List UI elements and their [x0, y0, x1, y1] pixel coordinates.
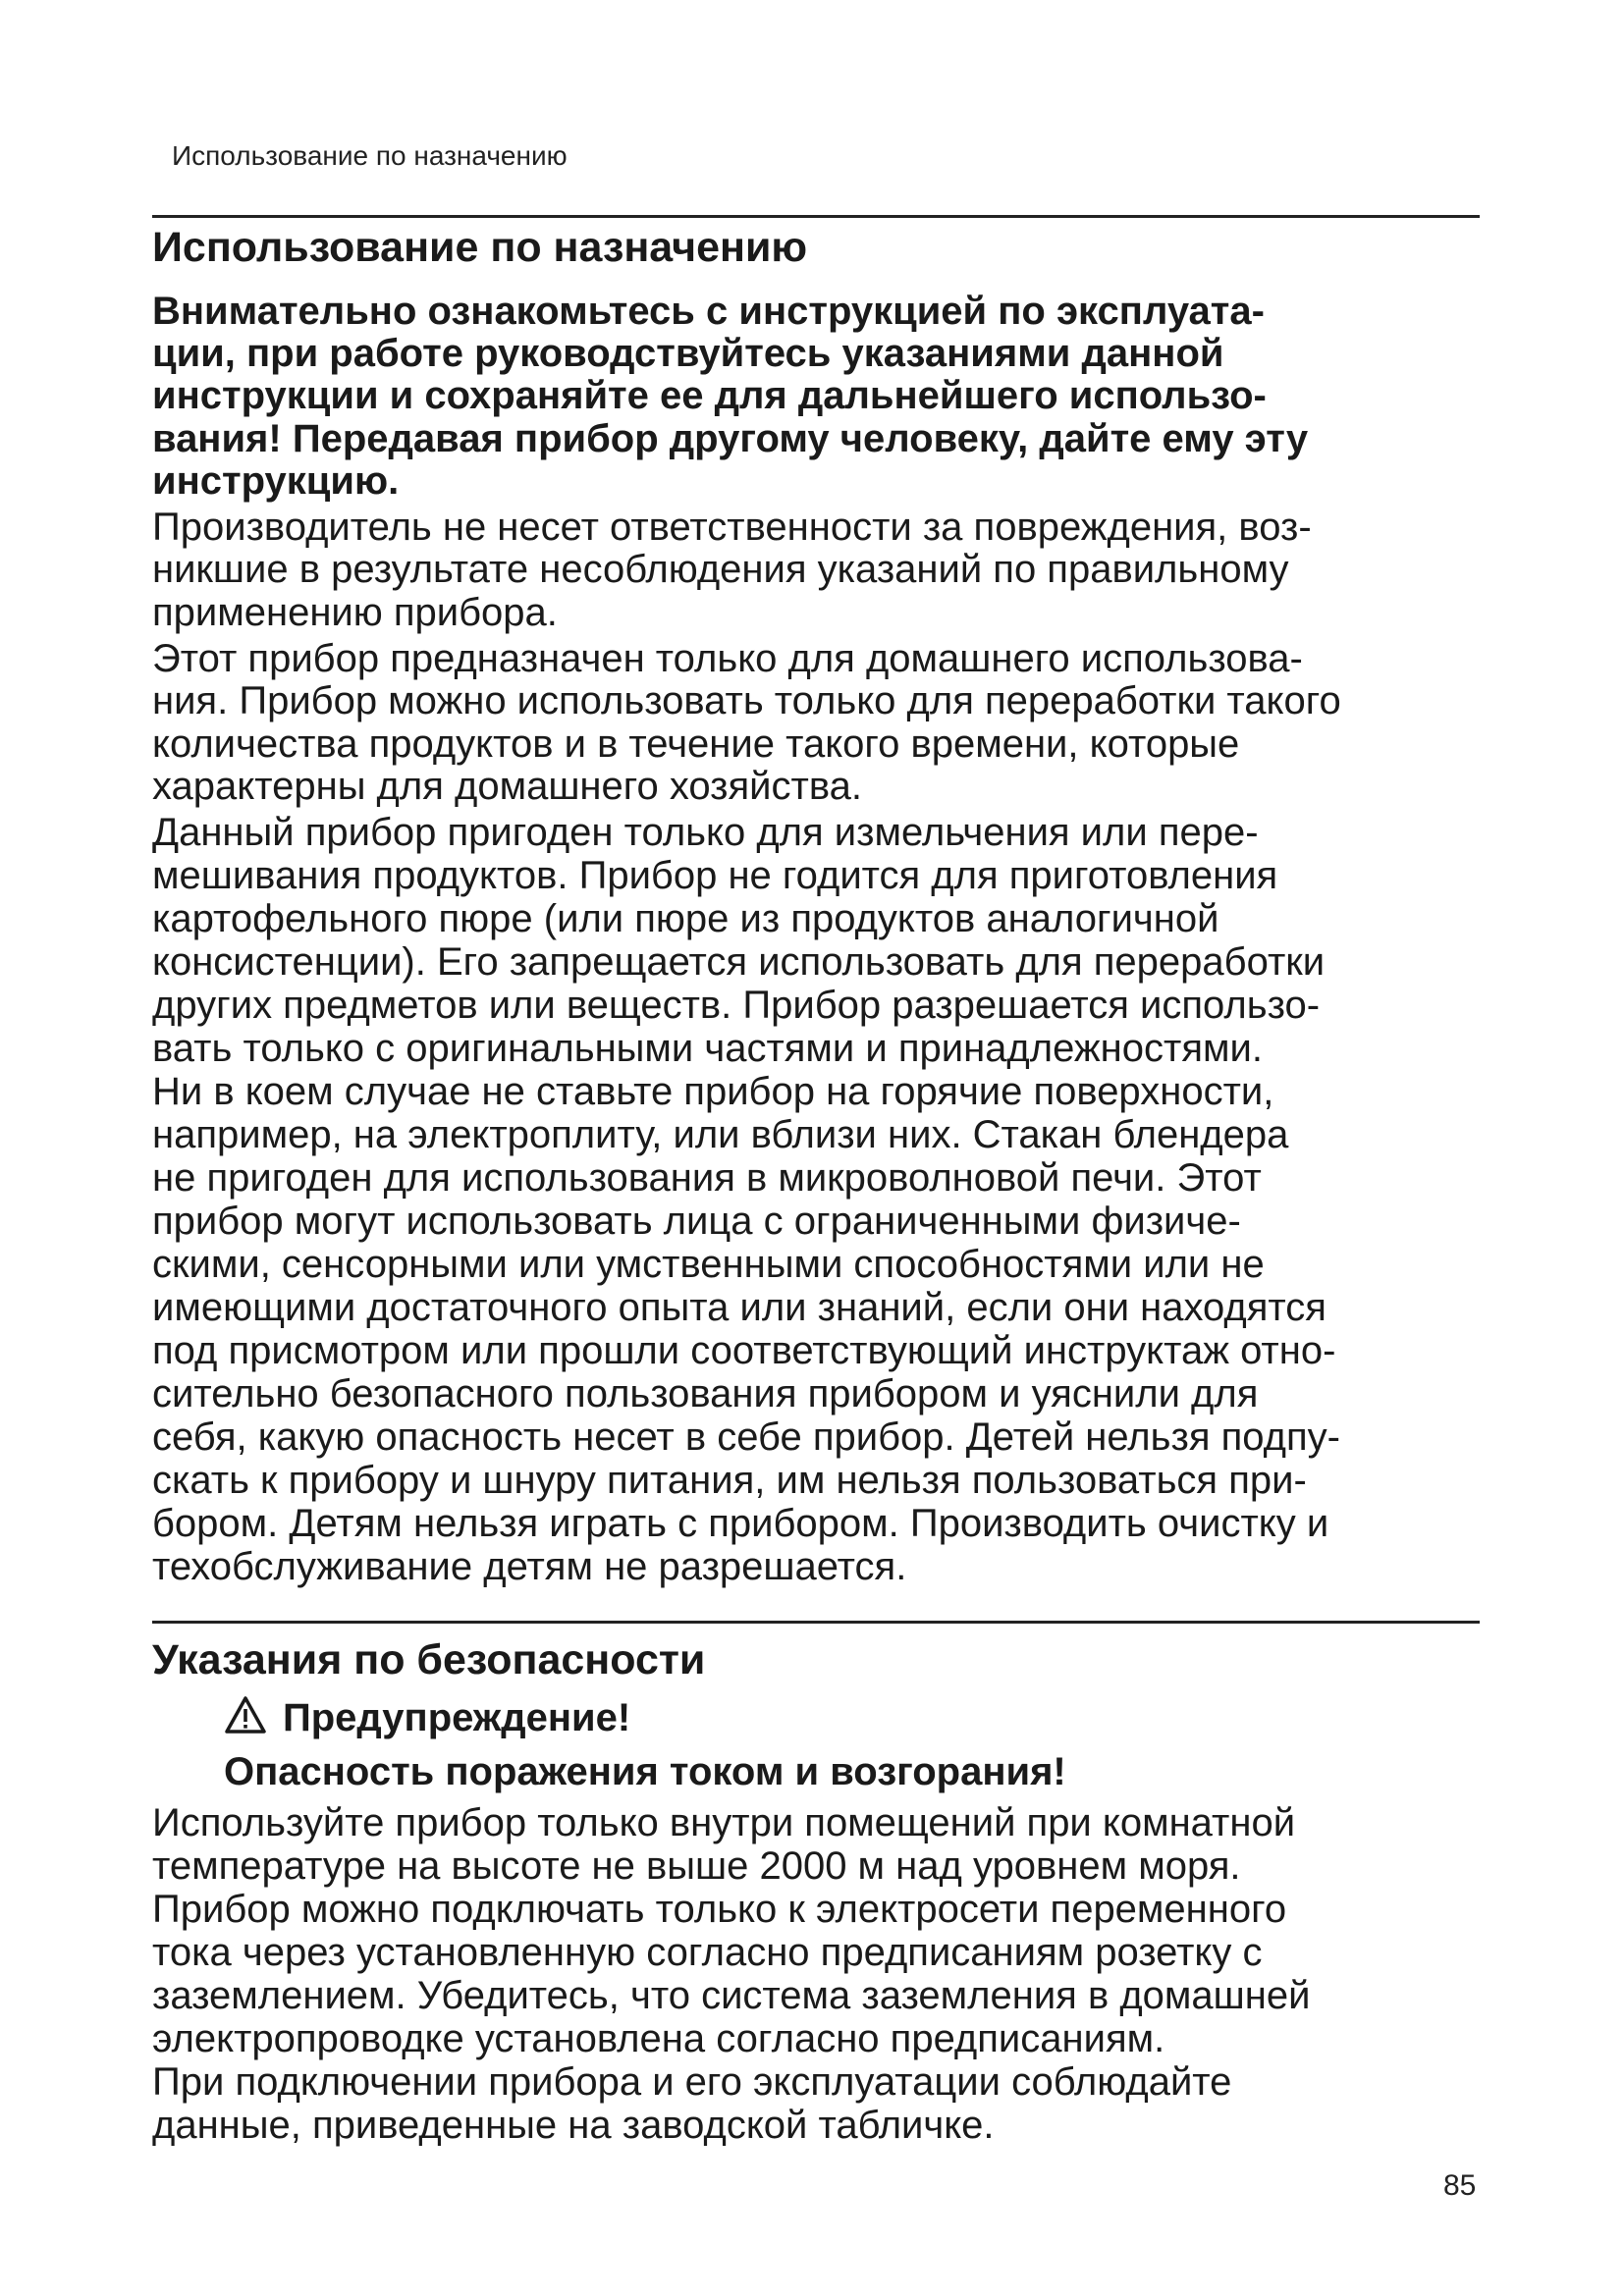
text-line: ции, при работе руководствуйтесь указаниями данной [152, 332, 1224, 375]
text-line: бором. Детям нельзя играть с прибором. Производить очистку и [152, 1502, 1329, 1545]
section-divider [152, 215, 1480, 218]
text-line: скать к прибору и шнуру питания, им нельзя пользоваться при- [152, 1459, 1307, 1502]
text-line: прибор могут использовать лица с ограниченными физиче- [152, 1200, 1241, 1243]
text-line: заземлением. Убедитесь, что система заземления в домашней [152, 1974, 1311, 2017]
text-line: скими, сенсорными или умственными способностями или не [152, 1243, 1265, 1286]
text-line: вания! Передавая прибор другому человеку, дайте ему эту [152, 417, 1309, 460]
text-line: консистенции). Его запрещается использовать для переработки [152, 940, 1326, 984]
text-line: ния. Прибор можно использовать только для переработки такого [152, 679, 1341, 722]
warning-heading [224, 1695, 630, 1740]
text-line: не пригоден для использования в микроволновой печи. Этот [152, 1156, 1262, 1200]
text-line: температуре на высоте не выше 2000 м над уровнем моря. [152, 1844, 1241, 1888]
text-line: мешивания продуктов. Прибор не годится для приготовления [152, 854, 1278, 897]
text-line: Производитель не несет ответственности за повреждения, воз- [152, 506, 1312, 549]
section-title-intended-use: Использование по назначению [152, 224, 808, 271]
text-line: вать только с оригинальными частями и принадлежностями. [152, 1027, 1263, 1070]
section-divider [152, 1621, 1480, 1624]
running-header: Использование по назначению [172, 140, 568, 171]
text-line: имеющими достаточного опыта или знаний, если они находятся [152, 1286, 1326, 1329]
text-line: При подключении прибора и его эксплуатации соблюдайте [152, 2060, 1232, 2104]
text-line: Ни в коем случае не ставьте прибор на горячие поверхности, [152, 1070, 1274, 1113]
text-line: Внимательно ознакомьтесь с инструкцией по эксплуата- [152, 290, 1265, 333]
text-line: сительно безопасного пользования прибором и уяснили для [152, 1372, 1259, 1415]
warning-triangle-icon [224, 1695, 267, 1735]
text-line: Данный прибор пригоден только для измельчения или пере- [152, 811, 1259, 854]
text-line: Этот прибор предназначен только для домашнего использова- [152, 637, 1303, 680]
text-line: других предметов или веществ. Прибор разрешается использо- [152, 984, 1321, 1027]
text-line: применению прибора. [152, 591, 558, 634]
text-line: Используйте прибор только внутри помещений при комнатной [152, 1801, 1296, 1844]
text-line: инструкции и сохраняйте ее для дальнейшего использо- [152, 374, 1267, 417]
text-line: картофельного пюре (или пюре из продуктов аналогичной [152, 897, 1219, 940]
page-number: 85 [1443, 2169, 1477, 2202]
text-line: себя, какую опасность несет в себе прибор. Детей нельзя подпу- [152, 1415, 1340, 1459]
text-line: характерны для домашнего хозяйства. [152, 765, 863, 808]
text-line: техобслуживание детям не разрешается. [152, 1545, 907, 1588]
text-line: никшие в результате несоблюдения указаний по правильному [152, 548, 1289, 591]
section-title-safety: Указания по безопасности [152, 1636, 706, 1683]
warning-title: Предупреждение! [283, 1696, 631, 1739]
warning-subtitle: Опасность поражения током и возгорания! [224, 1750, 1066, 1793]
text-line: данные, приведенные на заводской табличке. [152, 2104, 995, 2147]
text-line: Прибор можно подключать только к электросети переменного [152, 1888, 1287, 1931]
text-line: под присмотром или прошли соответствующий инструктаж отно- [152, 1329, 1336, 1372]
text-line: например, на электроплиту, или вблизи них. Стакан блендера [152, 1113, 1289, 1156]
text-line: тока через установленную согласно предписаниям розетку с [152, 1931, 1263, 1974]
text-line: количества продуктов и в течение такого времени, которые [152, 722, 1240, 766]
text-line: электропроводке установлена согласно предписаниям. [152, 2017, 1165, 2060]
text-line: инструкцию. [152, 459, 400, 503]
